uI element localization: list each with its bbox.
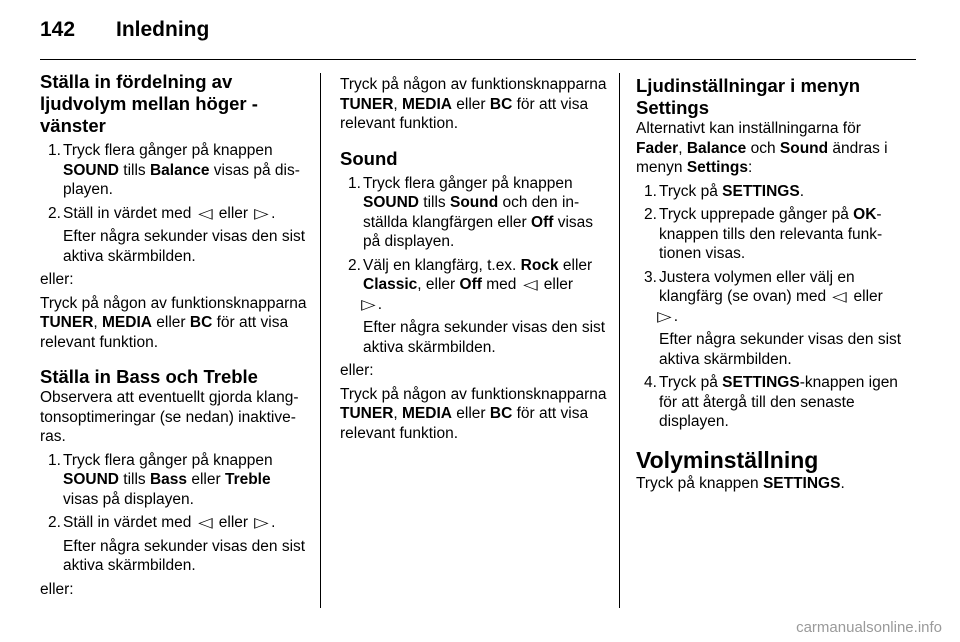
list-item: [636, 268, 904, 370]
right-arrow-icon: ▷: [361, 295, 376, 312]
sound-steps: [340, 174, 608, 358]
text: Tryck på någon av funktionsknapparna: [40, 294, 307, 312]
paragraph: [340, 385, 608, 444]
key-settings: SETTINGS: [722, 182, 800, 200]
list-number: 2.: [48, 514, 61, 531]
heading-settings-menu: Ljudinställningar i menyn Settings: [636, 75, 861, 118]
text: Tryck på: [659, 374, 723, 391]
list-number: 2.: [48, 204, 61, 222]
column-1: [40, 71, 308, 599]
text: Tryck upprepade gånger på: [659, 206, 854, 223]
text: -knappen tills den relevanta funktionen visas.: [659, 206, 883, 262]
list-item: [40, 513, 308, 576]
key-bass: Bass: [149, 471, 188, 488]
left-arrow-icon: ◁: [197, 204, 213, 221]
text: Justera volymen eller välj en klangfärg (se ovan) med: [659, 268, 855, 305]
list-number: 2.: [644, 206, 657, 223]
text: -knappen igen för att återgå till den senaste displayen.: [659, 374, 898, 430]
text: Alternativt kan inställningarna för: [636, 120, 861, 137]
text: Efter några sekunder visas den sist aktiva skärmbilden.: [659, 331, 902, 368]
text: Ställ in värdet med: [63, 514, 196, 531]
column-2: [340, 75, 608, 443]
text: .: [799, 182, 804, 200]
key-settings: SETTINGS: [762, 474, 841, 492]
key-bc: BC: [489, 95, 513, 113]
column-divider-1: [320, 73, 321, 608]
key-sound: SOUND: [363, 194, 419, 211]
text: visas på displayen.: [363, 213, 594, 250]
text: eller: [539, 276, 574, 293]
text: eller:: [40, 580, 74, 598]
settings-steps: [636, 182, 904, 432]
text: eller: [214, 204, 253, 222]
key-tuner: TUNER: [340, 405, 394, 422]
left-arrow-icon: ◁: [197, 514, 213, 530]
key-off: Off: [531, 213, 554, 231]
text: eller: [451, 405, 490, 422]
text: och den inställda klangfärgen eller: [363, 194, 580, 231]
key-sound: SOUND: [63, 161, 119, 179]
text: eller: [849, 288, 883, 305]
list-item: [340, 256, 608, 358]
right-arrow-icon: ▷: [657, 307, 672, 324]
list-number: 3.: [644, 268, 657, 286]
text: :: [748, 159, 753, 176]
spacer: [340, 134, 608, 148]
key-bc: BC: [189, 314, 213, 331]
paragraph: [40, 294, 308, 353]
key-sound-menu: Sound: [449, 194, 499, 211]
right-arrow-icon: ▷: [254, 204, 270, 221]
text: .: [673, 307, 679, 325]
text: ,: [678, 139, 687, 157]
text: Tryck på någon av funktionsknapparna: [340, 76, 607, 93]
text: tills: [118, 471, 150, 488]
list-number: 1.: [348, 174, 361, 192]
column-divider-2: [619, 73, 620, 608]
heading-volume: Volyminställning: [636, 446, 819, 473]
key-treble: Treble: [224, 471, 271, 488]
text: visas på displayen.: [63, 161, 300, 198]
text: visas på displayen.: [63, 490, 194, 508]
key-sound-menu: Sound: [779, 139, 829, 157]
text: eller: [151, 314, 190, 331]
watermark: carmanualsonline.info: [796, 619, 942, 636]
text: , eller: [417, 276, 460, 293]
text: med: [481, 276, 521, 293]
list-item: [636, 373, 904, 432]
header-rule: [40, 59, 916, 60]
spacer: [636, 432, 904, 446]
text: Tryck flera gånger på knappen: [363, 174, 573, 192]
list-number: 2.: [348, 256, 361, 274]
balance-steps: [40, 141, 308, 266]
text: eller: [187, 471, 225, 488]
key-classic: Classic: [363, 276, 418, 293]
text: Tryck flera gånger på knappen: [63, 142, 273, 159]
text: Tryck på någon av funktionsknapparna: [340, 385, 607, 403]
page-header: [40, 18, 209, 42]
key-media: MEDIA: [402, 405, 452, 422]
text: ,: [93, 314, 103, 331]
text: och: [746, 139, 780, 157]
paragraph: [636, 474, 904, 494]
key-balance: Balance: [686, 139, 747, 157]
text: tills: [418, 194, 450, 211]
text: tills: [118, 161, 150, 179]
key-settings-menu: Settings: [686, 159, 748, 176]
list-item: [340, 174, 608, 252]
text: Efter några sekunder visas den sist aktiva skärmbilden.: [63, 537, 306, 574]
text: Efter några sekunder visas den sist aktiva skärmbilden.: [63, 228, 306, 265]
text: .: [377, 295, 383, 313]
chapter-title: Inledning: [116, 18, 210, 41]
text: Ställ in värdet med: [63, 204, 196, 222]
list-item: [40, 451, 308, 510]
paragraph: [340, 75, 608, 134]
page-number: 142: [40, 18, 76, 41]
list-number: 1.: [48, 451, 61, 469]
key-tuner: TUNER: [340, 95, 394, 113]
text: Efter några sekunder visas den sist aktiva skärmbilden.: [363, 319, 606, 356]
key-balance: Balance: [149, 161, 210, 179]
text: .: [271, 514, 276, 531]
column-3: [636, 75, 904, 493]
key-sound: SOUND: [63, 471, 119, 488]
list-number: 1.: [48, 142, 61, 159]
text: .: [271, 204, 276, 222]
heading-sound: Sound: [340, 147, 398, 169]
key-media: MEDIA: [102, 314, 152, 331]
key-settings: SETTINGS: [722, 374, 800, 391]
text: .: [840, 474, 845, 492]
heading-balance: Ställa in fördelning av ljudvolym mellan höger - vänster: [40, 71, 258, 136]
spacer: [40, 352, 308, 366]
key-bc: BC: [489, 405, 513, 422]
list-item: [636, 205, 904, 264]
text: för att visa relevant funktion.: [340, 405, 589, 442]
text: Tryck på knappen: [636, 474, 763, 492]
left-arrow-icon: ◁: [522, 276, 538, 292]
text: eller: [451, 95, 490, 113]
list-number: 4.: [644, 374, 657, 391]
list-item: [40, 141, 308, 200]
paragraph: Observera att eventuellt gjorda klangtonsoptimeringar (se nedan) inaktiveras.: [40, 389, 299, 445]
paragraph: [636, 119, 904, 178]
text: Tryck på: [659, 182, 723, 200]
text: eller:: [340, 362, 374, 379]
list-number: 1.: [644, 182, 657, 200]
text: ,: [393, 95, 403, 113]
list-item: [40, 204, 308, 267]
key-rock: Rock: [520, 256, 559, 274]
left-arrow-icon: ◁: [832, 288, 848, 304]
key-tuner: TUNER: [40, 314, 94, 331]
key-ok: OK: [853, 206, 877, 223]
text: Tryck flera gånger på knappen: [63, 451, 273, 469]
text: eller: [214, 514, 253, 531]
text: för att visa relevant funktion.: [40, 314, 289, 351]
heading-bass-treble: Ställa in Bass och Treble: [40, 366, 258, 387]
text: ändras i menyn: [636, 139, 888, 176]
list-item: [636, 182, 904, 202]
bass-steps: [40, 451, 308, 576]
key-off: Off: [459, 276, 482, 293]
text: eller:: [40, 271, 74, 288]
text: eller: [558, 256, 593, 274]
text: Välj en klangfärg, t.ex.: [363, 256, 521, 274]
key-fader: Fader: [636, 139, 679, 157]
text: för att visa relevant funktion.: [340, 95, 589, 132]
text: ,: [393, 405, 403, 422]
key-media: MEDIA: [402, 95, 452, 113]
right-arrow-icon: ▷: [254, 514, 270, 530]
